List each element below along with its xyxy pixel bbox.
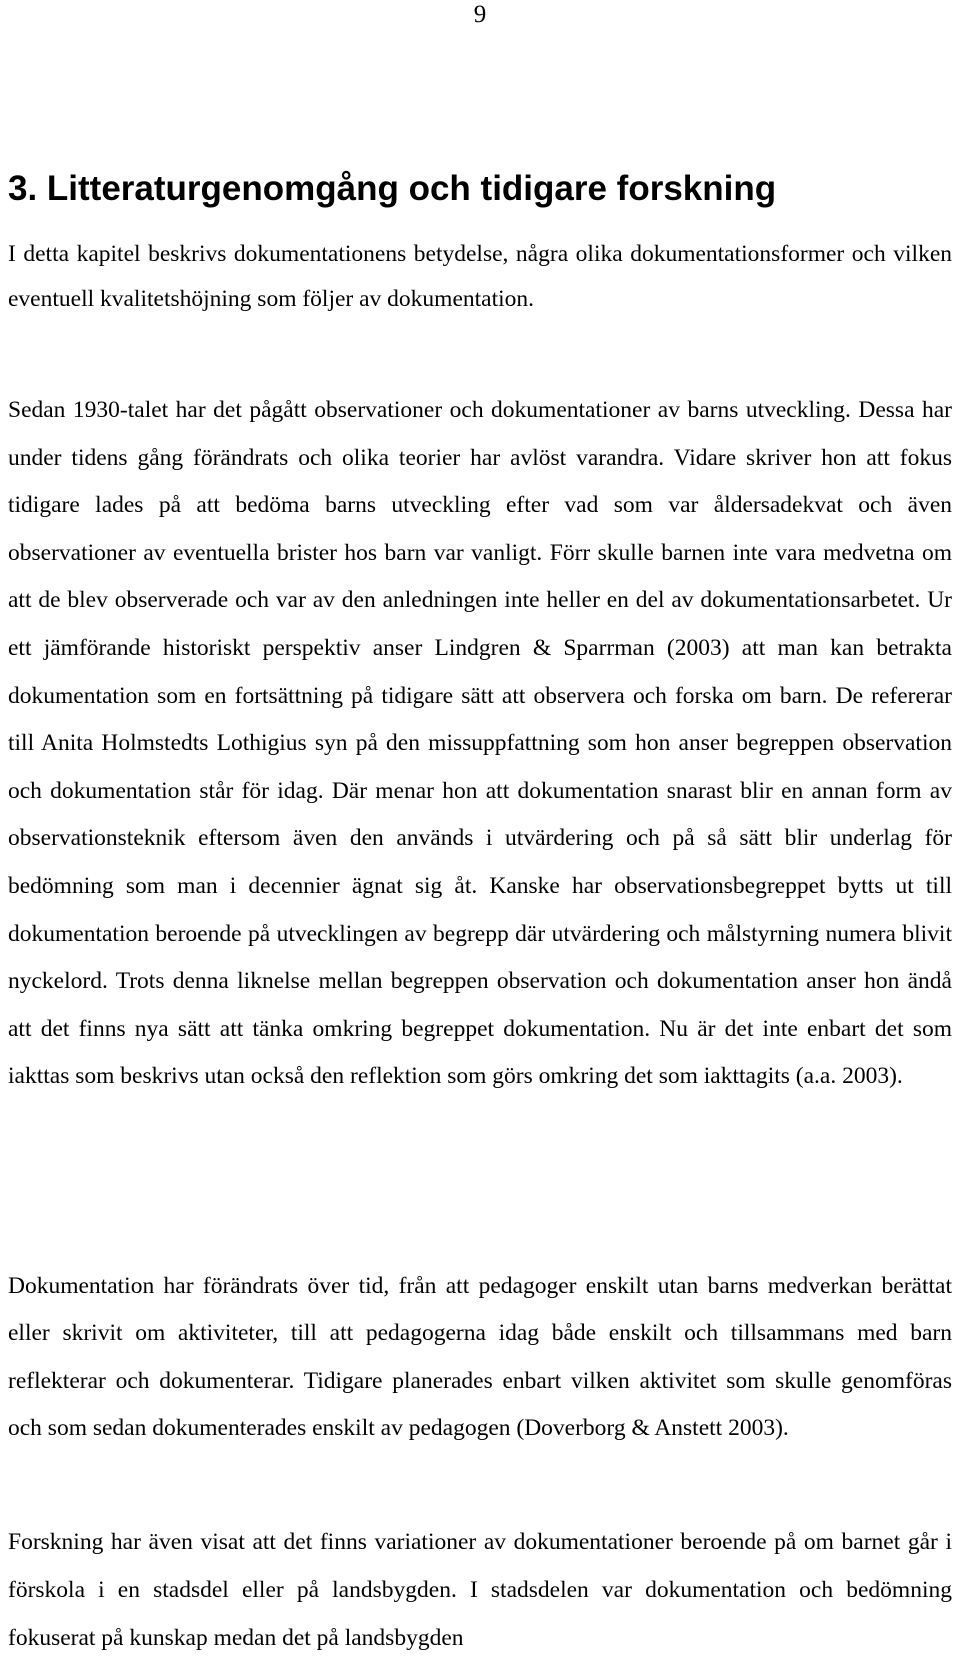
paragraph-research-variations: Forskning har även visat att det finns variationer av dokumentationer beroende på om barnet går i förskola i en stadsdel eller på landsbygden. I stadsdelen var dokumentation och bedömning fokuserat på kunskap medan det på landsbygden	[8, 1529, 952, 1651]
paragraph-history: Sedan 1930-talet har det pågått observationer och dokumentationer av barns utveckling. Dessa har under tidens gång förändrats och olika teorier har avlöst varandra. Vidare skriver hon att fokus tidigare lades på att bedöma barns utveckling efter vad som var åldersadekvat och även observationer av eventuella brister hos barn var vanligt. Förr skulle barnen inte vara medvetna om att de blev observerade och var av den anledningen inte heller en del av dokumentationsarbetet. Ur ett jämförande historiskt perspektiv anser Lindgren & Sparrman (2003) att man kan betrakta dokumentation som en fortsättning på tidigare sätt att observera och forska om barn. De refererar till Anita Holmstedts Lothigius syn på den missuppfattning som hon anser begreppen observation och dokumentation står för idag. Där menar hon att dokumentation snarast blir en annan form av observationsteknik eftersom även den används i utvärdering och på så sätt blir underlag för bedömning som man i decennier ägnat sig åt. Kanske har observationsbegreppet bytts ut till dokumentation beroende på utvecklingen av begrepp där utvärdering och målstyrning numera blivit nyckelord. Trots denna liknelse mellan begreppen observation och dokumentation anser hon ändå att det finns nya sätt att tänka omkring begreppet dokumentation. Nu är det inte enbart det som iakttas som beskrivs utan också den reflektion som görs omkring det som iakttagits (a.a. 2003).	[8, 397, 952, 1090]
chapter-heading: 3. Litteraturgenomgång och tidigare forskning	[8, 169, 777, 208]
paragraph-intro: I detta kapitel beskrivs dokumentationens betydelse, några olika dokumentationsformer och vilken eventuell kvalitetshöjning som följer av dokumentation.	[8, 241, 952, 312]
paragraph-change-over-time: Dokumentation har förändrats över tid, från att pedagoger enskilt utan barns medverkan berättat eller skrivit om aktiviteter, till att pedagogerna idag både enskilt och tillsammans med barn reflekterar och dokumenterar. Tidigare planerades enbart vilken aktivitet som skulle genomföras och som sedan dokumenterades enskilt av pedagogen (Doverborg & Anstett 2003).	[8, 1273, 952, 1442]
page-number: 9	[473, 1, 487, 28]
